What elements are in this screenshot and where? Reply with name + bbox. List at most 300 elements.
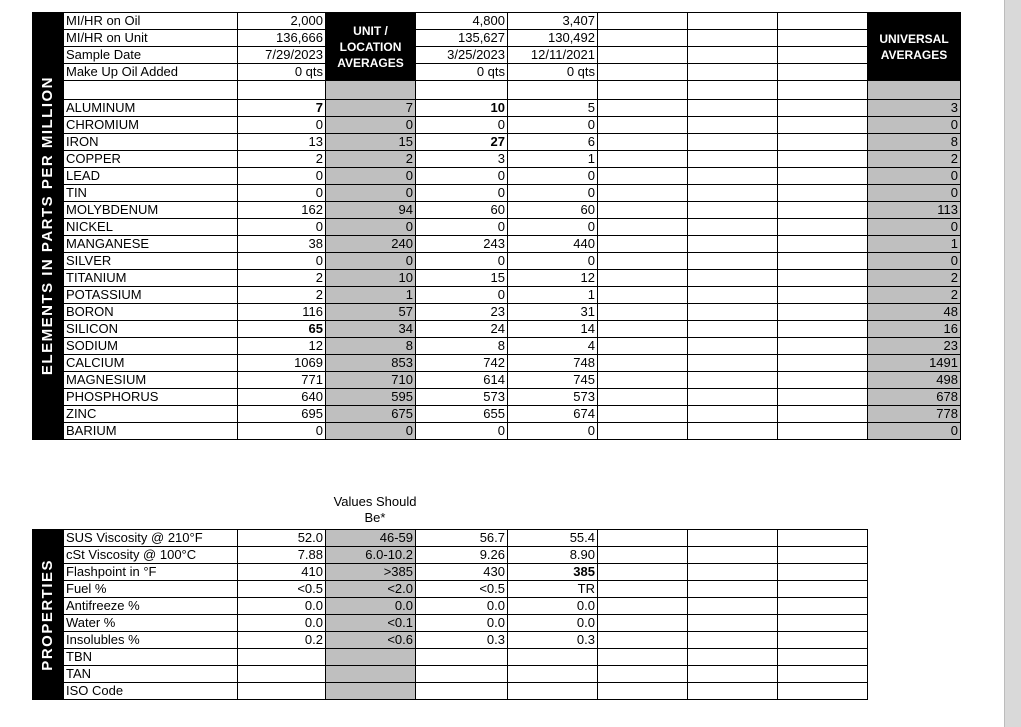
unit-average-value: 34 — [326, 321, 416, 338]
spec-value: <0.1 — [326, 615, 416, 632]
sample-2-value: 0 — [416, 423, 508, 440]
empty-cell — [778, 632, 868, 649]
empty-cell — [688, 253, 778, 270]
element-row — [33, 134, 961, 151]
element-name: SODIUM — [64, 338, 238, 355]
empty-cell — [688, 185, 778, 202]
property-name: TBN — [64, 649, 238, 666]
empty-cell — [778, 185, 868, 202]
empty-cell — [778, 202, 868, 219]
element-name: MANGANESE — [64, 236, 238, 253]
sample-2-value: 243 — [416, 236, 508, 253]
property-name: cSt Viscosity @ 100°C — [64, 547, 238, 564]
empty-cell — [598, 287, 688, 304]
empty-cell — [598, 530, 688, 547]
empty-cell — [688, 30, 778, 47]
sample-2-value: 9.26 — [416, 547, 508, 564]
element-name: IRON — [64, 134, 238, 151]
empty-cell — [688, 321, 778, 338]
sample-3-value: 0.0 — [508, 615, 598, 632]
unit-average-value: 94 — [326, 202, 416, 219]
universal-average-value: 678 — [868, 389, 961, 406]
element-name: BORON — [64, 304, 238, 321]
unit-average-value: 0 — [326, 423, 416, 440]
page-edge — [1004, 0, 1021, 727]
element-row — [33, 287, 961, 304]
sample-2-value: 0 — [416, 117, 508, 134]
property-row — [33, 598, 868, 615]
sample-3-value: 8.90 — [508, 547, 598, 564]
spec-value — [326, 683, 416, 700]
element-name: LEAD — [64, 168, 238, 185]
sample-2-value — [416, 683, 508, 700]
sample-3-value: 674 — [508, 406, 598, 423]
sample-2-value: 0 — [416, 185, 508, 202]
empty-cell — [238, 81, 326, 100]
empty-cell — [598, 547, 688, 564]
empty-cell — [598, 649, 688, 666]
header-label: MI/HR on Oil — [64, 13, 238, 30]
sample-2-value: 0.0 — [416, 598, 508, 615]
empty-cell — [778, 151, 868, 168]
element-row — [33, 423, 961, 440]
universal-average-value: 3 — [868, 100, 961, 117]
empty-cell — [688, 372, 778, 389]
header-row — [33, 13, 961, 30]
property-name: Fuel % — [64, 581, 238, 598]
sample-3-value: 0 — [508, 423, 598, 440]
empty-cell — [778, 13, 868, 30]
empty-cell — [598, 64, 688, 81]
sample-3-value: 4 — [508, 338, 598, 355]
sample-3-value: 12 — [508, 270, 598, 287]
empty-cell — [778, 64, 868, 81]
sample-2-value: 0.3 — [416, 632, 508, 649]
empty-cell — [598, 219, 688, 236]
spec-value — [326, 666, 416, 683]
property-name: Flashpoint in °F — [64, 564, 238, 581]
empty-cell — [778, 355, 868, 372]
element-row — [33, 236, 961, 253]
spec-value: <2.0 — [326, 581, 416, 598]
empty-cell — [778, 564, 868, 581]
sample-2-value: 10 — [416, 100, 508, 117]
universal-average-value: 2 — [868, 270, 961, 287]
sample-3-value: 1 — [508, 151, 598, 168]
universal-average-value: 0 — [868, 253, 961, 270]
element-name: PHOSPHORUS — [64, 389, 238, 406]
sample-2-value: 27 — [416, 134, 508, 151]
unit-average-value: 710 — [326, 372, 416, 389]
sample-3-value — [508, 649, 598, 666]
sample-3-value: 1 — [508, 287, 598, 304]
element-name: TIN — [64, 185, 238, 202]
sample-2-value: 0 — [416, 287, 508, 304]
empty-cell — [688, 355, 778, 372]
sample-1-value: 0.0 — [238, 598, 326, 615]
empty-cell — [688, 598, 778, 615]
property-row — [33, 649, 868, 666]
element-name: MAGNESIUM — [64, 372, 238, 389]
sample-2-value — [416, 666, 508, 683]
universal-average-value: 0 — [868, 185, 961, 202]
empty-cell — [598, 338, 688, 355]
spec-value: 6.0-10.2 — [326, 547, 416, 564]
header-label: Make Up Oil Added — [64, 64, 238, 81]
empty-cell — [778, 615, 868, 632]
element-name: COPPER — [64, 151, 238, 168]
sample-1-value: 0 qts — [238, 64, 326, 81]
property-name: TAN — [64, 666, 238, 683]
element-name: BARIUM — [64, 423, 238, 440]
header-row — [33, 30, 961, 47]
element-name: SILICON — [64, 321, 238, 338]
sample-3-value: 12/11/2021 — [508, 47, 598, 64]
unit-average-value: 57 — [326, 304, 416, 321]
empty-cell — [778, 530, 868, 547]
sample-2-value: 0 — [416, 219, 508, 236]
sample-2-value — [416, 649, 508, 666]
empty-cell — [778, 304, 868, 321]
sample-2-value: 3/25/2023 — [416, 47, 508, 64]
sample-3-value: 3,407 — [508, 13, 598, 30]
element-row — [33, 202, 961, 219]
sample-2-value: 0 — [416, 168, 508, 185]
header-label: MI/HR on Unit — [64, 30, 238, 47]
empty-cell — [688, 615, 778, 632]
empty-cell — [688, 13, 778, 30]
sample-1-value: 162 — [238, 202, 326, 219]
empty-cell — [688, 423, 778, 440]
elements-section-title — [33, 13, 64, 440]
property-row — [33, 632, 868, 649]
property-name: Antifreeze % — [64, 598, 238, 615]
empty-cell — [598, 47, 688, 64]
property-name: Water % — [64, 615, 238, 632]
sample-3-value: 385 — [508, 564, 598, 581]
header-row — [33, 64, 961, 81]
empty-cell — [778, 598, 868, 615]
sample-1-value: 2 — [238, 270, 326, 287]
universal-average-value: 498 — [868, 372, 961, 389]
empty-cell — [598, 666, 688, 683]
empty-cell — [688, 100, 778, 117]
universal-average-value: 1491 — [868, 355, 961, 372]
empty-cell — [688, 270, 778, 287]
empty-cell — [778, 666, 868, 683]
element-row — [33, 185, 961, 202]
sample-3-value: 5 — [508, 100, 598, 117]
sample-3-value: 6 — [508, 134, 598, 151]
empty-cell — [688, 581, 778, 598]
empty-cell — [778, 581, 868, 598]
sample-1-value: 136,666 — [238, 30, 326, 47]
sample-3-value — [508, 683, 598, 700]
empty-cell — [778, 47, 868, 64]
sample-1-value — [238, 683, 326, 700]
sample-3-value: 0 — [508, 117, 598, 134]
sample-3-value: 745 — [508, 372, 598, 389]
empty-cell — [688, 202, 778, 219]
empty-cell — [688, 219, 778, 236]
empty-cell — [64, 81, 238, 100]
sample-3-value: 0.3 — [508, 632, 598, 649]
empty-cell — [688, 389, 778, 406]
sample-3-value: TR — [508, 581, 598, 598]
property-row — [33, 615, 868, 632]
element-row — [33, 372, 961, 389]
empty-cell — [598, 304, 688, 321]
sample-1-value: <0.5 — [238, 581, 326, 598]
unit-location-averages-header: UNIT / LOCATION AVERAGES — [326, 13, 416, 81]
empty-cell — [598, 134, 688, 151]
sample-1-value: 0 — [238, 117, 326, 134]
sample-3-value: 60 — [508, 202, 598, 219]
empty-cell — [598, 683, 688, 700]
empty-cell — [598, 615, 688, 632]
empty-cell — [326, 81, 416, 100]
element-name: NICKEL — [64, 219, 238, 236]
element-row — [33, 100, 961, 117]
empty-cell — [778, 406, 868, 423]
universal-average-value: 0 — [868, 168, 961, 185]
unit-average-value: 240 — [326, 236, 416, 253]
element-name: POTASSIUM — [64, 287, 238, 304]
unit-average-value: 0 — [326, 168, 416, 185]
universal-averages-header: UNIVERSAL AVERAGES — [868, 13, 961, 81]
empty-cell — [598, 372, 688, 389]
empty-cell — [778, 117, 868, 134]
sample-1-value: 38 — [238, 236, 326, 253]
sample-2-value: 655 — [416, 406, 508, 423]
elements-table — [32, 12, 961, 440]
sample-1-value: 52.0 — [238, 530, 326, 547]
property-name: ISO Code — [64, 683, 238, 700]
empty-cell — [778, 270, 868, 287]
sample-2-value: 56.7 — [416, 530, 508, 547]
empty-cell — [688, 683, 778, 700]
empty-cell — [778, 100, 868, 117]
sample-3-value: 31 — [508, 304, 598, 321]
empty-cell — [688, 236, 778, 253]
property-row — [33, 683, 868, 700]
universal-average-value: 0 — [868, 219, 961, 236]
unit-average-value: 7 — [326, 100, 416, 117]
unit-average-value: 0 — [326, 185, 416, 202]
empty-cell — [778, 236, 868, 253]
empty-cell — [778, 338, 868, 355]
element-row — [33, 253, 961, 270]
sample-1-value: 0 — [238, 253, 326, 270]
empty-cell — [688, 287, 778, 304]
sample-1-value: 2 — [238, 287, 326, 304]
universal-average-value: 2 — [868, 151, 961, 168]
empty-cell — [688, 304, 778, 321]
unit-average-value: 8 — [326, 338, 416, 355]
empty-cell — [598, 564, 688, 581]
empty-cell — [868, 81, 961, 100]
empty-cell — [598, 632, 688, 649]
sample-2-value: 573 — [416, 389, 508, 406]
empty-cell — [778, 219, 868, 236]
empty-cell — [688, 168, 778, 185]
empty-cell — [598, 30, 688, 47]
empty-cell — [688, 134, 778, 151]
property-row — [33, 581, 868, 598]
sample-1-value: 13 — [238, 134, 326, 151]
universal-average-value: 0 — [868, 117, 961, 134]
element-name: MOLYBDENUM — [64, 202, 238, 219]
sample-2-value: 614 — [416, 372, 508, 389]
sample-3-value: 55.4 — [508, 530, 598, 547]
empty-cell — [598, 389, 688, 406]
element-name: TITANIUM — [64, 270, 238, 287]
sample-1-value: 771 — [238, 372, 326, 389]
element-row — [33, 389, 961, 406]
empty-cell — [598, 321, 688, 338]
spec-value: >385 — [326, 564, 416, 581]
unit-average-value: 853 — [326, 355, 416, 372]
sample-3-value: 0 qts — [508, 64, 598, 81]
unit-average-value: 15 — [326, 134, 416, 151]
header-row — [33, 47, 961, 64]
empty-cell — [778, 287, 868, 304]
empty-cell — [688, 530, 778, 547]
property-row — [33, 666, 868, 683]
sample-1-value: 2,000 — [238, 13, 326, 30]
sample-2-value: 24 — [416, 321, 508, 338]
empty-cell — [598, 253, 688, 270]
unit-average-value: 595 — [326, 389, 416, 406]
empty-cell — [416, 81, 508, 100]
universal-average-value: 2 — [868, 287, 961, 304]
unit-average-value: 0 — [326, 117, 416, 134]
sample-1-value: 7.88 — [238, 547, 326, 564]
element-row — [33, 151, 961, 168]
element-name: CALCIUM — [64, 355, 238, 372]
element-row — [33, 219, 961, 236]
universal-average-value: 778 — [868, 406, 961, 423]
sample-1-value: 7 — [238, 100, 326, 117]
empty-cell — [778, 168, 868, 185]
property-name: Insolubles % — [64, 632, 238, 649]
sample-1-value — [238, 649, 326, 666]
empty-cell — [688, 81, 778, 100]
empty-cell — [508, 81, 598, 100]
element-row — [33, 117, 961, 134]
sample-3-value: 0 — [508, 185, 598, 202]
sample-3-value: 14 — [508, 321, 598, 338]
unit-average-value: 0 — [326, 219, 416, 236]
element-row — [33, 304, 961, 321]
universal-average-value: 23 — [868, 338, 961, 355]
empty-cell — [778, 423, 868, 440]
empty-cell — [598, 168, 688, 185]
empty-cell — [688, 649, 778, 666]
empty-cell — [778, 372, 868, 389]
sample-2-value: 4,800 — [416, 13, 508, 30]
unit-average-value: 2 — [326, 151, 416, 168]
property-name: SUS Viscosity @ 210°F — [64, 530, 238, 547]
element-name: ZINC — [64, 406, 238, 423]
sample-3-value: 130,492 — [508, 30, 598, 47]
empty-cell — [778, 321, 868, 338]
empty-cell — [598, 423, 688, 440]
sample-1-value: 116 — [238, 304, 326, 321]
sample-1-value: 0 — [238, 185, 326, 202]
elements-section-title-text: ELEMENTS IN PARTS PER MILLION — [39, 76, 56, 376]
element-name: CHROMIUM — [64, 117, 238, 134]
sample-1-value: 410 — [238, 564, 326, 581]
properties-section-title-text: PROPERTIES — [39, 558, 56, 671]
sample-2-value: 430 — [416, 564, 508, 581]
sample-3-value: 0.0 — [508, 598, 598, 615]
empty-cell — [778, 134, 868, 151]
empty-cell — [688, 564, 778, 581]
universal-average-value: 0 — [868, 423, 961, 440]
sample-2-value: 135,627 — [416, 30, 508, 47]
sample-3-value — [508, 666, 598, 683]
empty-cell — [598, 581, 688, 598]
empty-cell — [598, 355, 688, 372]
empty-cell — [598, 100, 688, 117]
sample-3-value: 748 — [508, 355, 598, 372]
sample-2-value: 23 — [416, 304, 508, 321]
empty-cell — [688, 338, 778, 355]
sample-2-value: 60 — [416, 202, 508, 219]
empty-cell — [598, 236, 688, 253]
sample-3-value: 573 — [508, 389, 598, 406]
empty-cell — [598, 13, 688, 30]
properties-section-title — [33, 530, 64, 700]
sample-1-value: 0.0 — [238, 615, 326, 632]
spec-value: 46-59 — [326, 530, 416, 547]
empty-cell — [688, 47, 778, 64]
sample-3-value: 0 — [508, 253, 598, 270]
empty-cell — [688, 151, 778, 168]
empty-cell — [688, 64, 778, 81]
universal-average-value: 1 — [868, 236, 961, 253]
sample-1-value: 0 — [238, 219, 326, 236]
properties-table — [32, 529, 868, 700]
sample-1-value: 1069 — [238, 355, 326, 372]
empty-cell — [598, 81, 688, 100]
empty-cell — [688, 666, 778, 683]
empty-cell — [778, 389, 868, 406]
sample-1-value: 0 — [238, 168, 326, 185]
universal-average-value: 113 — [868, 202, 961, 219]
element-row — [33, 270, 961, 287]
sample-1-value — [238, 666, 326, 683]
sample-1-value: 0 — [238, 423, 326, 440]
sample-2-value: 15 — [416, 270, 508, 287]
element-row — [33, 168, 961, 185]
empty-cell — [598, 598, 688, 615]
sample-2-value: <0.5 — [416, 581, 508, 598]
sample-1-value: 7/29/2023 — [238, 47, 326, 64]
sample-2-value: 8 — [416, 338, 508, 355]
sample-2-value: 3 — [416, 151, 508, 168]
element-row — [33, 355, 961, 372]
empty-cell — [778, 547, 868, 564]
sample-2-value: 0.0 — [416, 615, 508, 632]
sample-1-value: 65 — [238, 321, 326, 338]
unit-average-value: 1 — [326, 287, 416, 304]
empty-cell — [598, 185, 688, 202]
sample-3-value: 0 — [508, 219, 598, 236]
values-should-be-note: Values Should Be* — [333, 494, 417, 525]
empty-cell — [688, 117, 778, 134]
